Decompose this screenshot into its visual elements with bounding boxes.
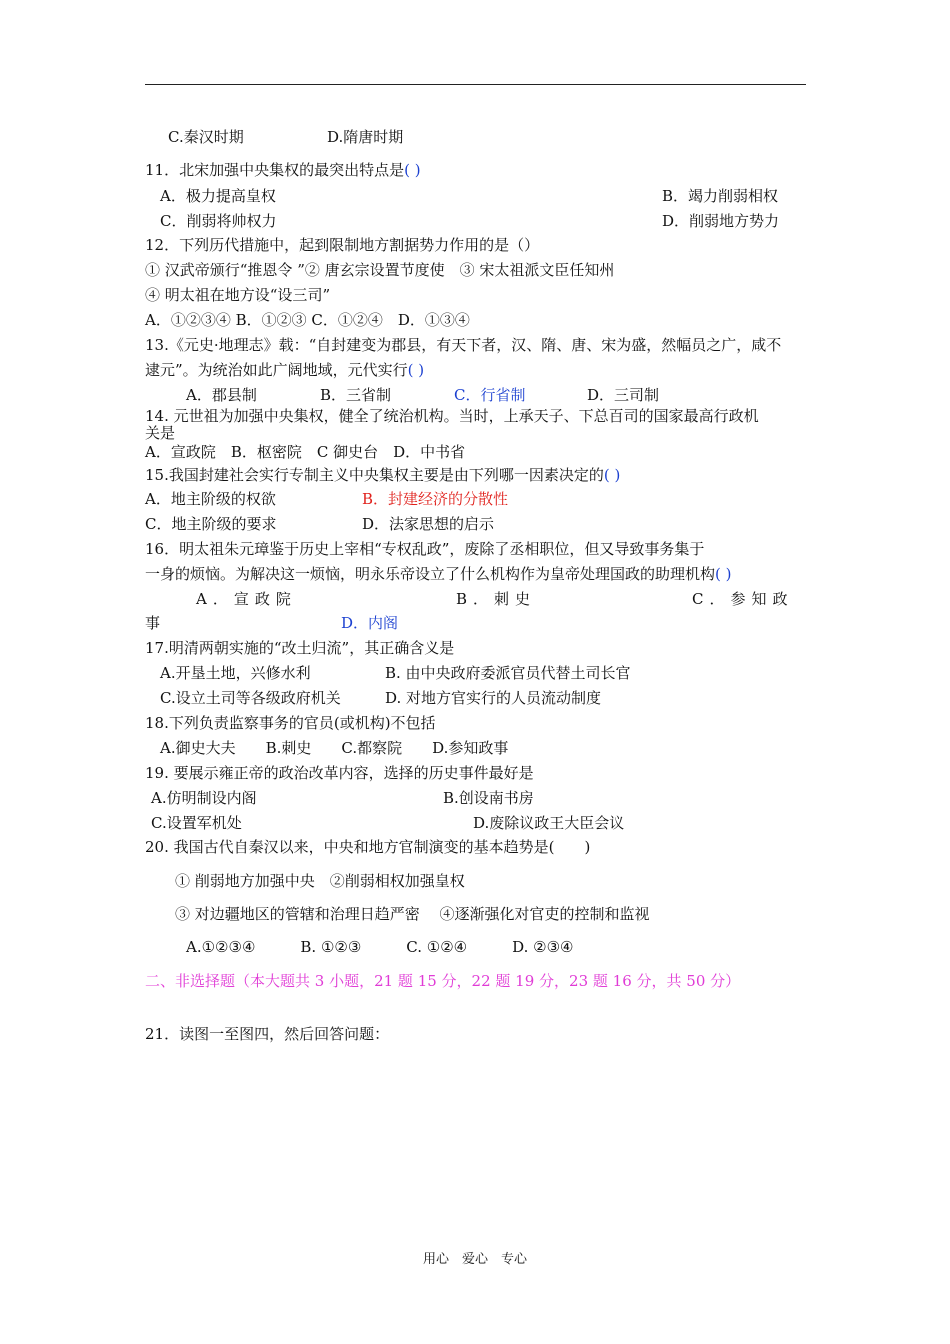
q12-statements-2: ④ 明太祖在地方设“设三司” — [145, 286, 331, 304]
q17-option-a: A.开垦土地，兴修水利 — [160, 664, 311, 682]
q16-option-a: A．宣政院 — [196, 590, 297, 608]
q19-option-c: C.设置军机处 — [151, 814, 242, 832]
q19-option-d: D.废除议政王大臣会议 — [473, 814, 625, 832]
q11-option-a: A．极力提高皇权 — [160, 187, 276, 205]
q15-option-d: D．法家思想的启示 — [362, 515, 495, 533]
q17-option-b: B. 由中央政府委派官员代替土司长官 — [385, 664, 631, 682]
question-17: 17.明清两朝实施的“改土归流”，其正确含义是 — [145, 639, 455, 657]
question-20: 20. 我国古代自秦汉以来，中央和地方官制演变的基本趋势是( ) — [145, 838, 591, 856]
page-footer: 用心 爱心 专心 — [422, 1252, 527, 1267]
q17-option-c: C.设立土司等各级政府机关 — [160, 689, 341, 707]
q18-options: A.御史大夫 B.刺史 C.都察院 D.参知政事 — [160, 739, 509, 757]
q11-option-b: B．竭力削弱相权 — [662, 187, 779, 205]
q13-option-c: C．行省制 — [454, 386, 526, 404]
question-16-line1: 16．明太祖朱元璋鉴于历史上宰相“专权乱政”，废除了丞相职位，但又导致事务集于 — [145, 540, 705, 558]
question-18: 18.下列负责监察事务的官员(或机构)不包括 — [145, 714, 436, 732]
question-15: 15.我国封建社会实行专制主义中央集权主要是由下列哪一因素决定的( ) — [145, 466, 621, 484]
question-16-line2: 一身的烦恼。为解决这一烦恼，明永乐帝设立了什么机构作为皇帝处理国政的助理机构( ) — [145, 565, 732, 583]
header-rule — [145, 84, 806, 85]
q11-option-c: C．削弱将帅权力 — [160, 212, 277, 230]
q15-option-a: A．地主阶级的权欲 — [145, 490, 276, 508]
q12-statements-1: ① 汉武帝颁行“推恩令 ”② 唐玄宗设置节度使 ③ 宋太祖派文臣任知州 — [145, 261, 615, 279]
question-12: 12．下列历代措施中，起到限制地方割据势力作用的是（） — [145, 236, 540, 254]
question-19: 19. 要展示雍正帝的政治改革内容，选择的历史事件最好是 — [145, 764, 534, 782]
question-21: 21．读图一至图四，然后回答问题： — [145, 1025, 390, 1043]
section-heading: 二、非选择题（本大题共 3 小题，21 题 15 分，22 题 19 分，23 题 16 分，共 50 分） — [145, 972, 741, 990]
q15-option-c: C．地主阶级的要求 — [145, 515, 277, 533]
q14-options: A．宣政院 B．枢密院 C 御史台 D．中书省 — [145, 443, 466, 461]
option-d: D.隋唐时期 — [327, 128, 404, 146]
question-13-line1: 13.《元史·地理志》载：“自封建变为郡县，有天下者，汉、隋、唐、宋为盛，然幅员之广，咸不 — [145, 336, 782, 354]
question-14-line1: 14. 元世祖为加强中央集权，健全了统治机构。当时，上承天子、下总百司的国家最高行政机 — [145, 407, 759, 425]
q13-option-d: D．三司制 — [587, 386, 660, 404]
question-14-line2: 关是 — [145, 424, 176, 442]
q20-statements-1: ① 削弱地方加强中央 ②削弱相权加强皇权 — [175, 872, 465, 890]
q16-option-d: D．内阁 — [341, 614, 399, 632]
question-13-line2: 逮元”。为统治如此广阔地域，元代实行( ) — [145, 361, 425, 379]
q13-option-b: B．三省制 — [320, 386, 392, 404]
q16-option-b: B．刺史 — [456, 590, 537, 608]
q20-options: A.①②③④ B. ①②③ C. ①②④ D. ②③④ — [186, 938, 574, 956]
q13-option-a: A．郡县制 — [186, 386, 257, 404]
q12-options: A．①②③④ B．①②③ C．①②④ D．①③④ — [145, 311, 470, 329]
q15-option-b: B．封建经济的分散性 — [362, 490, 509, 508]
q20-statements-2: ③ 对边疆地区的管辖和治理日趋严密 ④逐渐强化对官吏的控制和监视 — [175, 905, 650, 923]
option-c: C.秦汉时期 — [168, 128, 244, 146]
q11-option-d: D．削弱地方势力 — [662, 212, 780, 230]
q16-option-c-cont: 事 — [145, 614, 161, 632]
q17-option-d: D. 对地方官实行的人员流动制度 — [385, 689, 602, 707]
q19-option-a: A.仿明制设内阁 — [151, 789, 257, 807]
q19-option-b: B.创设南书房 — [443, 789, 534, 807]
q16-option-c: C．参知政 — [692, 590, 794, 608]
question-11: 11．北宋加强中央集权的最突出特点是( ) — [145, 161, 421, 179]
